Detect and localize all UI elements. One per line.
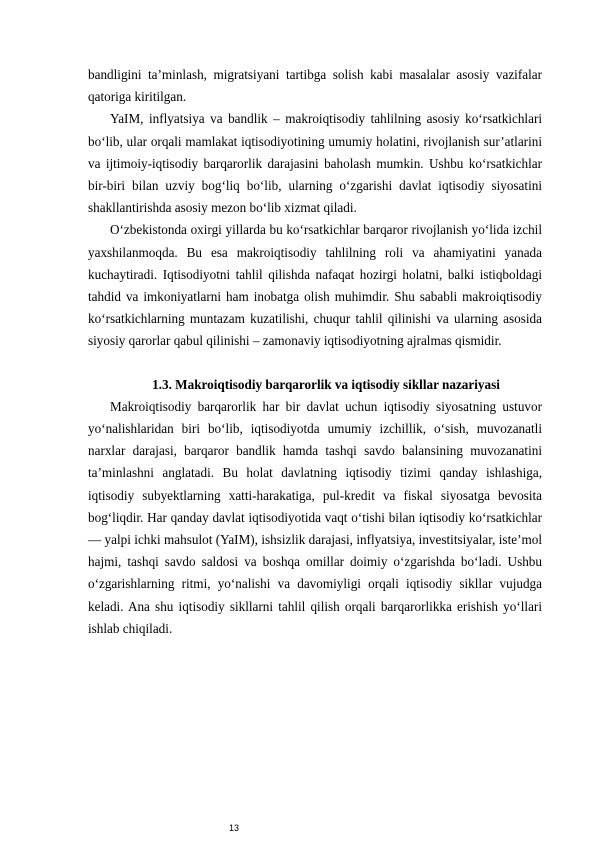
page-body <box>88 64 542 640</box>
paragraph-continuation: bandligini ta’minlash, migratsiyani tartibga solish kabi masalalar asosiy vazifalar qatoriga kiritilgan. <box>88 67 542 105</box>
paragraph-stability: Makroiqtisodiy barqarorlik har bir davlat uchun iqtisodiy siyosatning ustuvor yo‘nalishlaridan biri bo‘lib, iqtisodiyotda umumiy izchillik, o‘sish, muvozanatli narxlar darajasi, barqaror bandlik hamda tashqi savdo balansining muvozanatini ta’minlashni anglatadi. Bu holat davlatning iqtisodiy tizimi qanday ishlashiga, iqtisodiy subyektlarning xatti-harakatiga, pul-kredit va fiskal siyosatga bevosita bog‘liqdir. Har qanday davlat iqtisodiyotida vaqt o‘tishi bilan iqtisodiy ko‘rsatkichlar — yalpi ichki mahsulot (YaIM), ishsizlik darajasi, inflyatsiya, investitsiyalar, iste’mol hajmi, tashqi savdo saldosi va boshqa omillar doimiy o‘zgarishda bo‘ladi. Ushbu o‘zgarishlarning ritmi, yo‘nalishi va davomiyligi orqali iqtisodiy sikllar vujudga keladi. Ana shu iqtisodiy sikllarni tahlil qilish orqali barqarorlikka erishish yo‘llari ishlab chiqiladi. <box>88 398 542 636</box>
paragraph-indicators: YaIM, inflyatsiya va bandlik – makroiqtisodiy tahlilning asosiy ko‘rsatkichlari bo‘lib, ular orqali mamlakat iqtisodiyotining umumiy holatini, rivojlanish sur’atlarini va ijtimoiy-iqtisodiy barqarorlik darajasini baholash mumkin. Ushbu ko‘rsatkichlar bir-biri bilan uzviy bog‘liq bo‘lib, ularning o‘zgarishi davlat iqtisodiy siyosatini shakllantirishda asosiy mezon bo‘lib xizmat qiladi. <box>88 111 542 216</box>
section-heading: 1.3. Makroiqtisodiy barqarorlik va iqtisodiy sikllar nazariyasi <box>152 376 500 392</box>
page-number: 13 <box>229 823 240 833</box>
section-spacer <box>88 353 542 374</box>
paragraph-uzbekistan: O‘zbekistonda oxirgi yillarda bu ko‘rsatkichlar barqaror rivojlanish yo‘lida izchil yaxshilanmoqda. Bu esa makroiqtisodiy tahlilning roli va ahamiyatini yanada kuchaytiradi. Iqtisodiyotni tahlil qilishda nafaqat hozirgi holatni, balki istiqboldagi tahdid va imkoniyatlarni ham inobatga olish muhimdir. Shu sababli makroiqtisodiy ko‘rsatkichlarning muntazam kuzatilishi, chuqur tahlil qilinishi va ularning asosida siyosiy qarorlar qabul qilinishi – zamonaviy iqtisodiyotning ajralmas qismidir. <box>88 222 542 349</box>
